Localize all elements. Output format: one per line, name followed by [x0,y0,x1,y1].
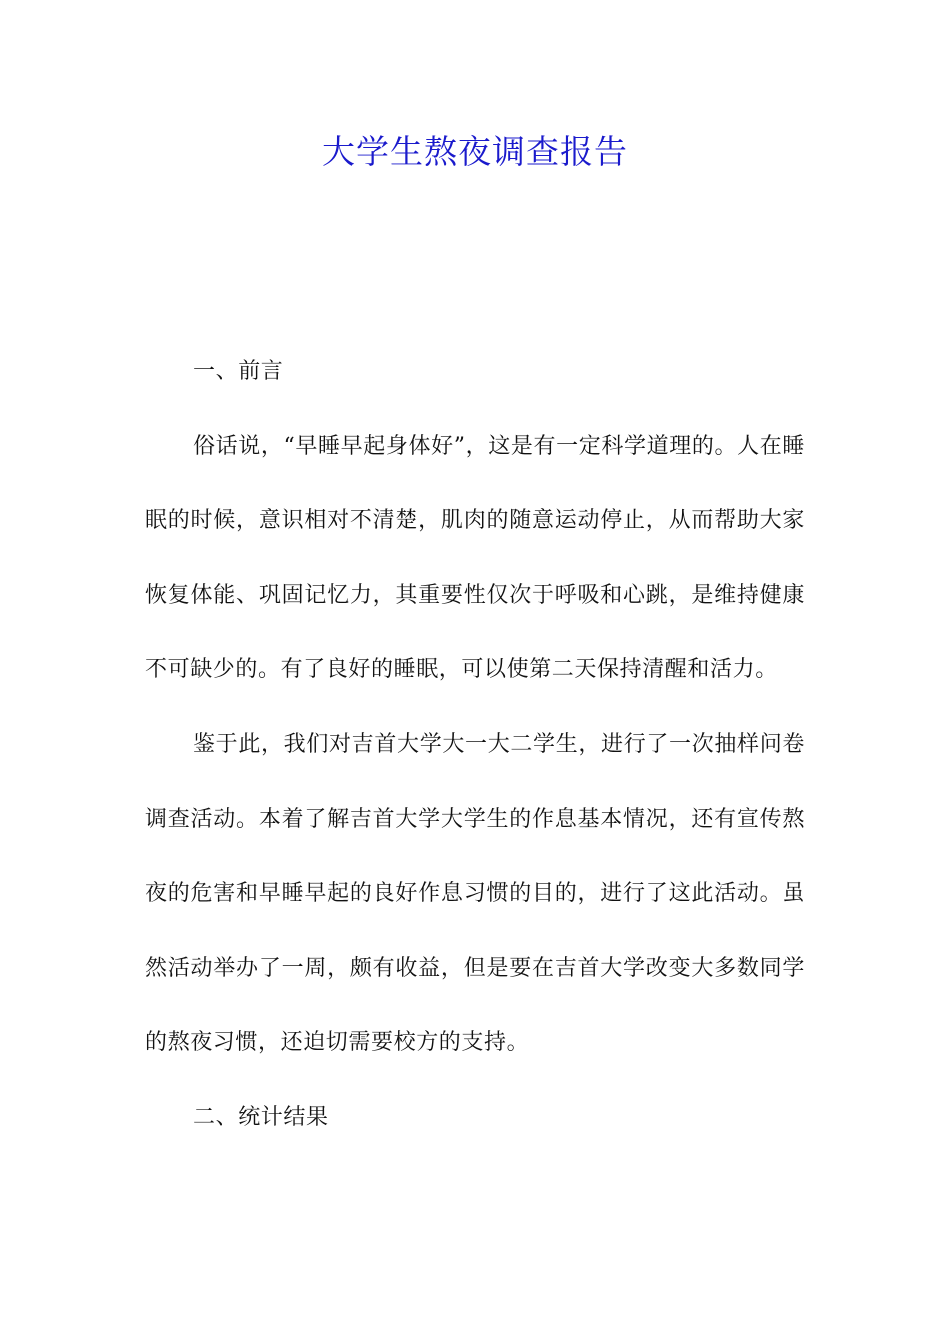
paragraph-survey-purpose: 鉴于此，我们对吉首大学大一大二学生，进行了一次抽样问卷调查活动。本着了解吉首大学大学生的作息基本情况，还有宣传熬夜的危害和早睡早起的良好作息习惯的目的，进行了这此活动。虽然活动举办了一周，颇有收益，但是要在吉首大学改变大多数同学的熬夜习惯，还迫切需要校方的支持。 [145,731,805,1056]
paragraph-sleep-importance: 俗话说，“早睡早起身体好”，这是有一定科学道理的。人在睡眠的时候，意识相对不清楚，肌肉的随意运动停止，从而帮助大家恢复体能、巩固记忆力，其重要性仅次于呼吸和心跳，是维持健康不可缺少的。有了良好的睡眠，可以使第二天保持清醒和活力。 [145,433,805,683]
section-heading-results: 二、统计结果 [193,1104,329,1130]
document-body [145,335,805,1156]
page-title: 大学生熬夜调查报告 [322,132,628,171]
section-heading-preface: 一、前言 [193,359,284,384]
